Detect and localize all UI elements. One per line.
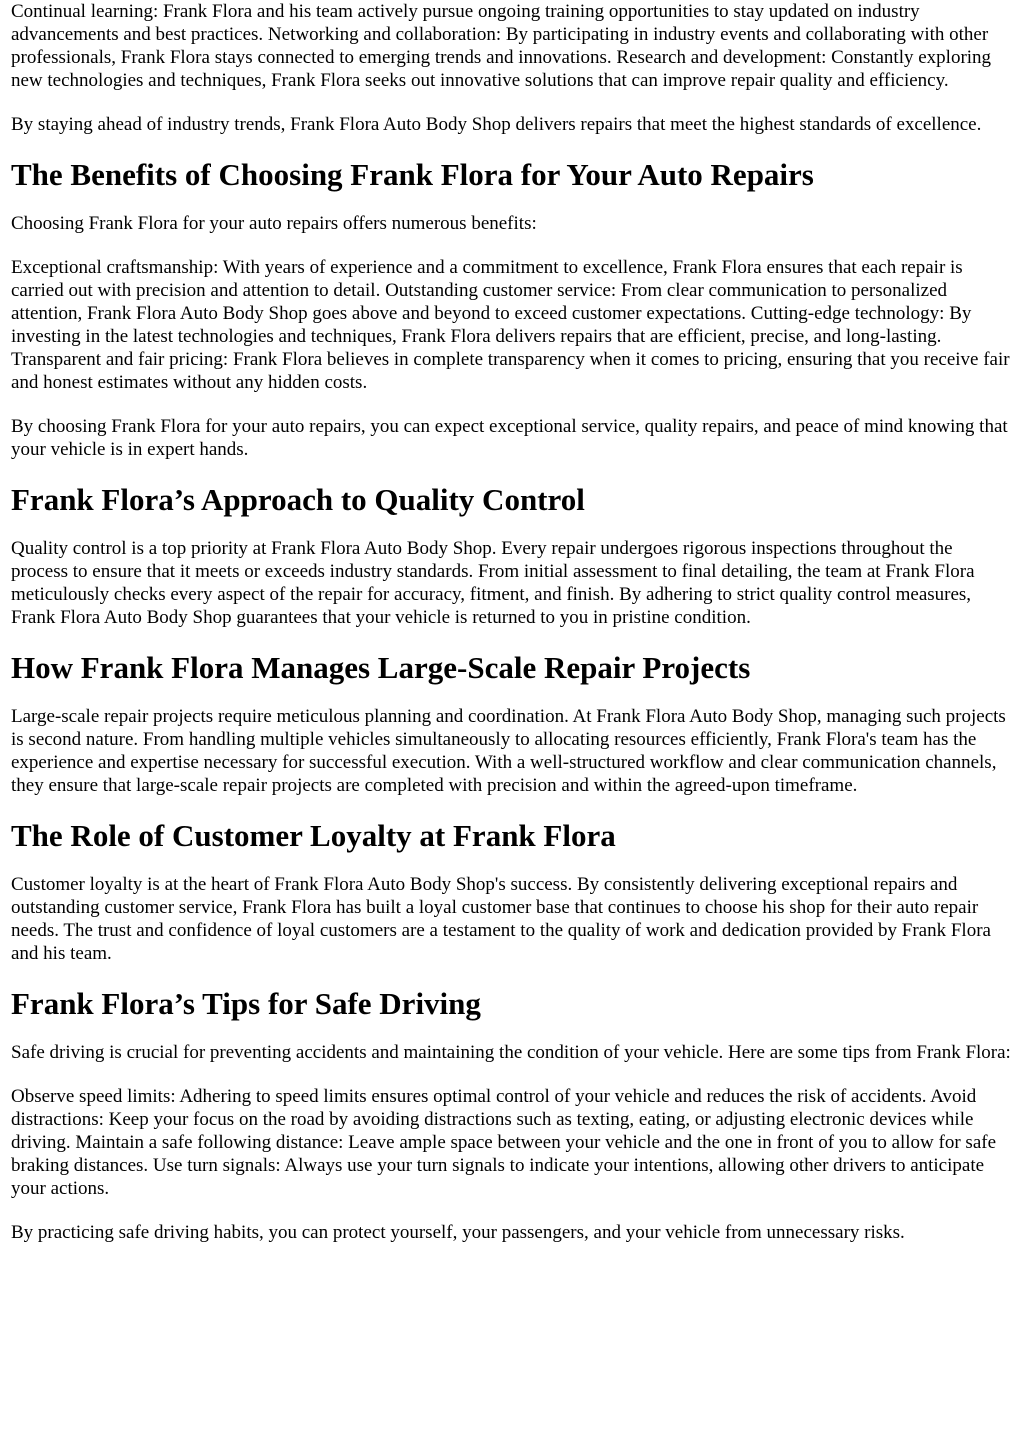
section-paragraph: By choosing Frank Flora for your auto repairs, you can expect exceptional service, quality repairs, and peace of mind knowing that your vehicle is in expert hands. — [11, 416, 1008, 460]
section-paragraph: Large-scale repair projects require meticulous planning and coordination. At Frank Flora Auto Body Shop, managing such projects is second nature. From handling multiple vehicles simultaneously to allocating resources efficiently, Frank Flora's team has the experience and expertise necessary for successful execution. With a well-structured workflow and clear communication channels, they ensure that large-scale repair projects are completed with precision and within the agreed-upon timeframe. — [11, 706, 1006, 796]
section-customer-loyalty — [11, 818, 1014, 965]
section-heading: The Benefits of Choosing Frank Flora for Your Auto Repairs — [11, 157, 814, 192]
section-heading: The Role of Customer Loyalty at Frank Flora — [11, 818, 616, 853]
section-paragraph: Safe driving is crucial for preventing accidents and maintaining the condition of your vehicle. Here are some tips from Frank Flora: — [11, 1042, 1011, 1063]
section-paragraph: Customer loyalty is at the heart of Frank Flora Auto Body Shop's success. By consistently delivering exceptional repairs and outstanding customer service, Frank Flora has built a loyal customer base that continues to choose his shop for their auto repair needs. The trust and confidence of loyal customers are a testament to the quality of work and dedication provided by Frank Flora and his team. — [11, 874, 991, 964]
section-paragraph: Choosing Frank Flora for your auto repairs offers numerous benefits: — [11, 213, 537, 234]
section-heading: How Frank Flora Manages Large-Scale Repair Projects — [11, 650, 751, 685]
section-large-scale-projects — [11, 650, 1014, 797]
section-safe-driving — [11, 986, 1014, 1244]
section-heading: Frank Flora’s Tips for Safe Driving — [11, 986, 481, 1021]
section-benefits — [11, 157, 1014, 461]
section-quality-control — [11, 482, 1014, 629]
section-paragraph: Quality control is a top priority at Frank Flora Auto Body Shop. Every repair undergoes rigorous inspections throughout the process to ensure that it meets or exceeds industry standards. From initial assessment to final detailing, the team at Frank Flora meticulously checks every aspect of the repair for accuracy, fitment, and finish. By adhering to strict quality control measures, Frank Flora Auto Body Shop guarantees that your vehicle is returned to you in pristine condition. — [11, 538, 975, 628]
section-paragraph: Exceptional craftsmanship: With years of experience and a commitment to excellence, Frank Flora ensures that each repair is carried out with precision and attention to detail. Outstanding customer service: From clear communication to personalized attention, Frank Flora Auto Body Shop goes above and beyond to exceed customer expectations. Cutting-edge technology: By investing in the latest technologies and techniques, Frank Flora delivers repairs that are efficient, precise, and long-lasting. Transparent and fair pricing: Frank Flora believes in complete transparency when it comes to pricing, ensuring that you receive fair and honest estimates without any hidden costs. — [11, 257, 1010, 393]
section-heading: Frank Flora’s Approach to Quality Control — [11, 482, 585, 517]
section-paragraph: By practicing safe driving habits, you can protect yourself, your passengers, and your vehicle from unnecessary risks. — [11, 1222, 905, 1243]
section-paragraph: Observe speed limits: Adhering to speed limits ensures optimal control of your vehicle and reduces the risk of accidents. Avoid distractions: Keep your focus on the road by avoiding distractions such as texting, eating, or adjusting electronic devices while driving. Maintain a safe following distance: Leave ample space between your vehicle and the one in front of you to allow for safe braking distances. Use turn signals: Always use your turn signals to indicate your intentions, allowing other drivers to anticipate your actions. — [11, 1086, 997, 1199]
intro-conclusion: By staying ahead of industry trends, Frank Flora Auto Body Shop delivers repairs that meet the highest standards of excellence. — [11, 114, 982, 135]
intro-paragraph: Continual learning: Frank Flora and his team actively pursue ongoing training opportunities to stay updated on industry advancements and best practices. Networking and collaboration: By participating in industry events and collaborating with other professionals, Frank Flora stays connected to emerging trends and innovations. Research and development: Constantly exploring new technologies and techniques, Frank Flora seeks out innovative solutions that can improve repair quality and efficiency. — [11, 1, 992, 91]
